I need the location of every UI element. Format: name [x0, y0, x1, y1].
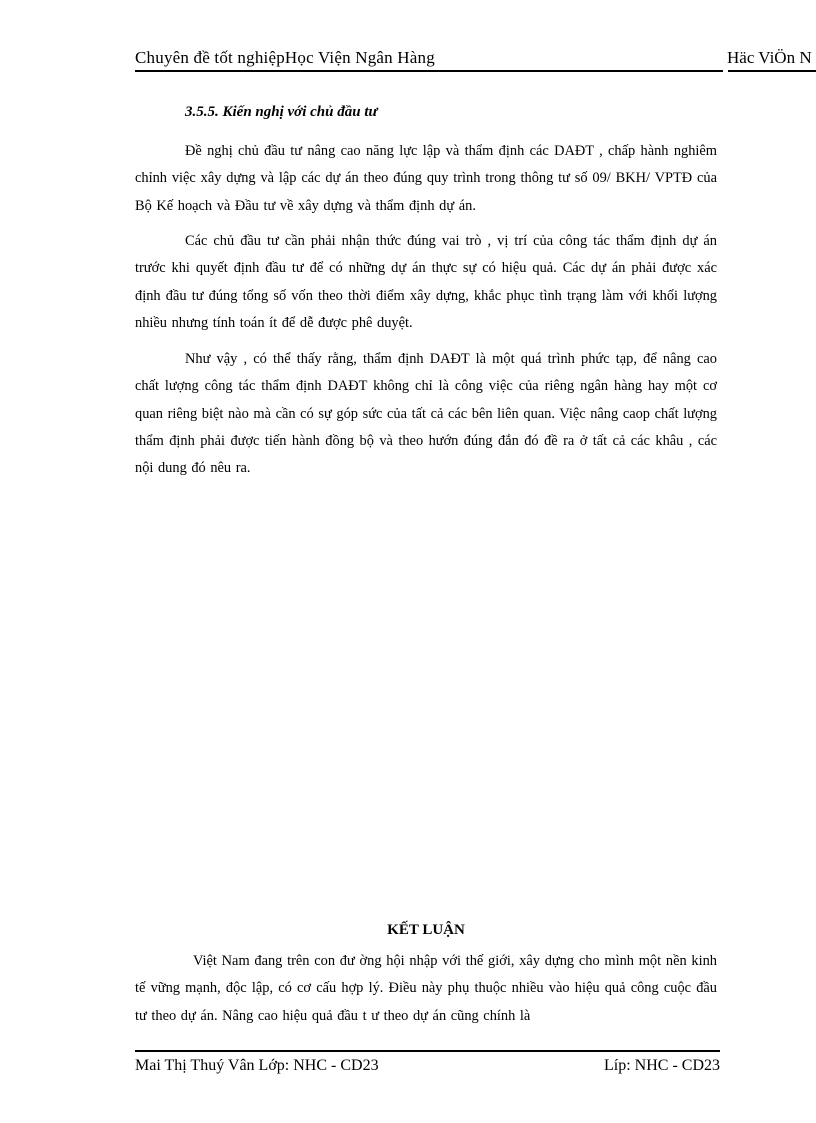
page-footer [135, 1050, 720, 1076]
page-header [135, 46, 816, 72]
paragraph-1: Đề nghị chủ đầu tư nâng cao năng lực lập và thẩm định các DAĐT , chấp hành nghiêm chỉnh việc xây dựng và lập các dự án theo đúng quy trình trong thông tư số 09/ BKH/ VPTĐ của Bộ Kế hoạch và Đầu tư về xây dựng và thẩm định dự án. [135, 143, 717, 214]
header-right-text: Häc ViÖn N [727, 48, 812, 67]
paragraph-2: Các chủ đầu tư cần phải nhận thức đúng vai trò , vị trí của công tác thẩm định dự án trước khi quyết định đầu tư để có những dự án thực sự có hiệu quả. Các dự án phải được xác định đầu tư đúng tổng số vốn theo thời điểm xây dựng, khắc phục tình trạng làm với khối lượng nhiều nhưng tính toán ít để dễ được phê duyệt. [135, 233, 717, 331]
conclusion-heading: KẾT LUẬN [387, 922, 465, 938]
section-heading: 3.5.5. Kiến nghị với chủ đầu tư [185, 104, 378, 120]
footer-author: Mai Thị Thuý Vân Lớp: NHC - CD23 [135, 1057, 379, 1074]
header-title: Chuyên đề tốt nghiệpHọc Viện Ngân Hàng [135, 48, 435, 67]
conclusion-paragraph: Việt Nam đang trên con đư ờng hội nhập với thế giới, xây dựng cho mình một nền kinh tế vững mạnh, độc lập, có cơ cấu hợp lý. Điều này phụ thuộc nhiều vào hiệu quả công cuộc đầu tư theo dự án. Nâng cao hiệu quả đầu t ư theo dự án cũng chính là [135, 953, 717, 1024]
footer-class: Líp: NHC - CD23 [604, 1057, 720, 1074]
paragraph-3: Như vậy , có thể thấy rằng, thẩm định DAĐT là một quá trình phức tạp, để nâng cao chất lượng công tác thẩm định DAĐT không chỉ là công việc của riêng ngân hàng hay một cơ quan riêng biệt nào mà cần có sự góp sức của tất cả các bên liên quan. Việc nâng caop chất lượng thẩm định phải được tiến hành đồng bộ và theo hướn đúng đắn đó đề ra ở tất cả các khâu , các nội dung đó nêu ra. [135, 351, 717, 477]
